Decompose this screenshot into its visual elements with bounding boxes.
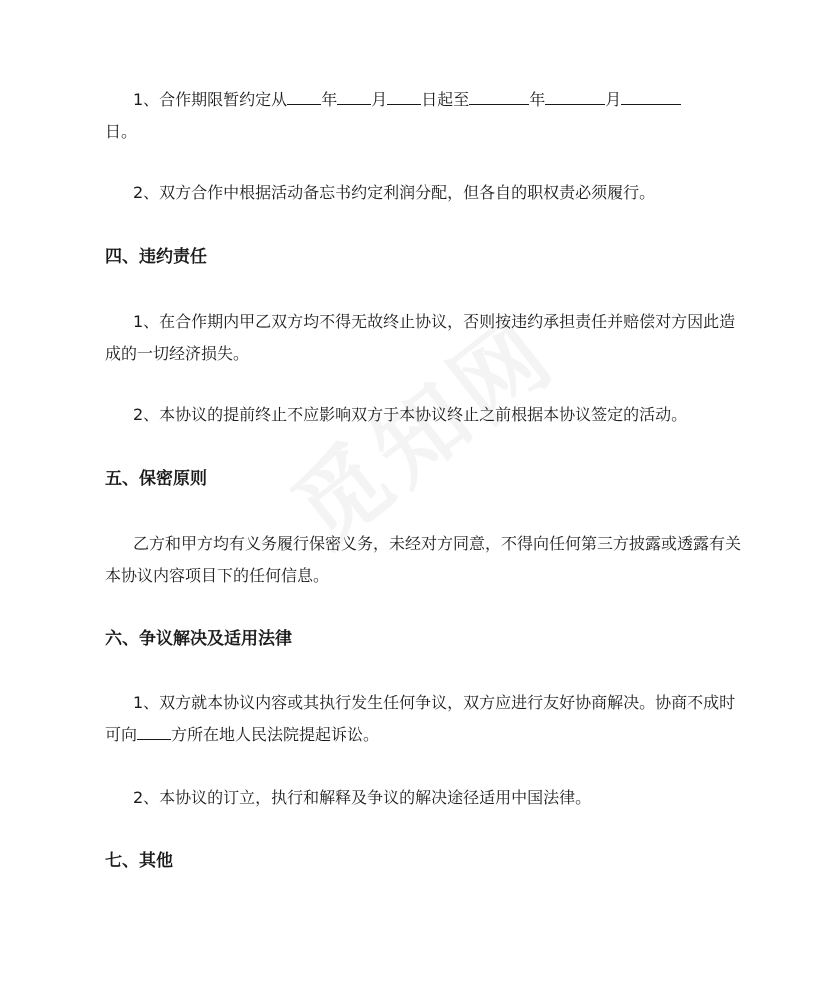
term-period-line (133, 88, 681, 112)
blank-end-day (621, 88, 681, 105)
dispute-clause-suffix: 方所在地人民法院提起诉讼。 (171, 725, 380, 744)
start-month-unit: 月 (371, 90, 388, 109)
section-heading-confidentiality: 五、保密原则 (105, 469, 207, 489)
dispute-clause-1-line-2 (105, 723, 379, 747)
breach-clause-1-line-1: 1、在合作期内甲乙双方均不得无故终止协议，否则按违约承担责任并赔偿对方因此造 (133, 312, 736, 331)
dispute-clause-prefix: 可向 (105, 725, 138, 744)
section-heading-breach: 四、违约责任 (105, 247, 207, 267)
confidentiality-line-2: 本协议内容项目下的任何信息。 (105, 566, 330, 585)
section-heading-other: 七、其他 (105, 851, 173, 871)
blank-start-day (387, 88, 421, 105)
section-heading-dispute: 六、争议解决及适用法律 (105, 629, 292, 649)
start-day-unit: 日起至 (421, 90, 470, 109)
breach-clause-2: 2、本协议的提前终止不应影响双方于本协议终止之前根据本协议签定的活动。 (133, 405, 688, 424)
confidentiality-line-1: 乙方和甲方均有义务履行保密义务，未经对方同意，不得向任何第三方披露或透露有关 (133, 534, 742, 553)
blank-end-month (545, 88, 605, 105)
blank-end-year (469, 88, 529, 105)
term-period-label: 1、合作期限暂约定从 (133, 90, 288, 109)
term-period-line-2: 日。 (105, 122, 138, 141)
blank-start-month (337, 88, 371, 105)
end-month-unit: 月 (605, 90, 622, 109)
dispute-clause-2: 2、本协议的订立，执行和解释及争议的解决途径适用中国法律。 (133, 788, 592, 807)
end-year-unit: 年 (529, 90, 546, 109)
start-year-unit: 年 (321, 90, 338, 109)
blank-court-party (137, 723, 171, 740)
blank-start-year (287, 88, 321, 105)
breach-clause-1-line-2: 成的一切经济损失。 (105, 344, 250, 363)
dispute-clause-1-line-1: 1、双方就本协议内容或其执行发生任何争议，双方应进行友好协商解决。协商不成时 (133, 693, 736, 712)
profit-distribution-clause: 2、双方合作中根据活动备忘书约定利润分配，但各自的职权责必须履行。 (133, 183, 656, 202)
